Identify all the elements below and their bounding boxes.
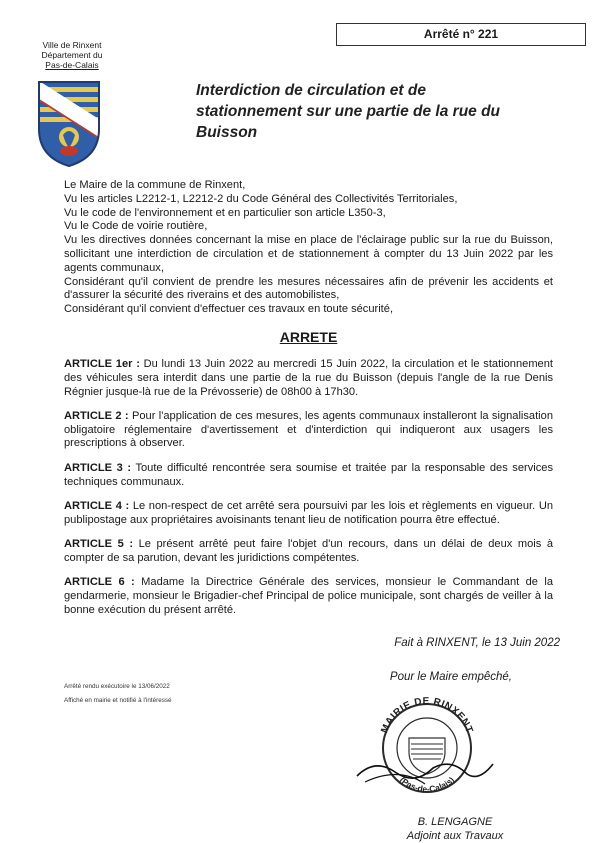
article-label: ARTICLE 2 : (64, 409, 129, 422)
article-label: ARTICLE 6 : (64, 576, 135, 589)
preamble-line: Vu le Code de voirie routière, (64, 220, 208, 233)
document-title: Interdiction de circulation et de stationnement sur une partie de la rue du Buisson (196, 82, 501, 141)
preamble-line: Considérant qu'il convient de prendre les mesures nécessaires afin de prévenir les accidents et d'assurer la sécurité des riverains et des automobilistes, (64, 275, 553, 302)
article (64, 576, 553, 617)
seal-top-text: MAIRIE DE RINXENT (379, 695, 475, 735)
coat-of-arms-icon (36, 79, 102, 169)
article-text: Madame la Directrice Générale des services, monsieur le Commandant de la gendarmerie, monsieur le Brigadier-chef Principal de police municipale, sont chargés de veiller à la bonne exécution du présent arrêté. (64, 576, 553, 616)
article-text: Du lundi 13 Juin 2022 au mercredi 15 Juin 2022, la circulation et le stationnement des véhicules sera interdit dans une partie de la rue du Buisson (depuis l'angle de la rue Denis Régnier jusque-là rue de la Prévosserie) de 08h00 à 17h30. (64, 358, 553, 398)
signatory-name: B. LENGAGNE (417, 816, 493, 828)
preamble-line: Considérant qu'il convient d'effectuer ces travaux en toute sécurité, (64, 303, 394, 316)
article-label: ARTICLE 3 : (64, 461, 132, 474)
on-behalf-line: Pour le Maire empêché, (389, 671, 512, 683)
preamble (64, 179, 553, 317)
department-label: Département du (41, 50, 103, 60)
place-and-date: Fait à RINXENT, le 13 Juin 2022 (394, 637, 560, 649)
decree-heading: ARRETE (279, 329, 338, 345)
preamble-line: Le Maire de la commune de Rinxent, (64, 179, 246, 191)
preamble-line: Vu les directives données concernant la mise en place de l'éclairage public sur la rue du Buisson, sollicitant une interdiction de circulation et de stationnement à compter du 13 Juin 2022 par les agents communaux, (64, 234, 553, 274)
municipality-name: Ville de Rinxent (42, 40, 102, 50)
executory-note: Arrêté rendu exécutoire le 13/06/2022 (64, 683, 170, 690)
seal-bottom-text: (Pas-de-Calais) (397, 774, 457, 795)
article-text: Le présent arrêté peut faire l'objet d'un recours, dans un délai de deux mois à compter de sa parution, devant les juridictions compétentes. (64, 537, 553, 564)
department-name: Pas-de-Calais (45, 60, 99, 70)
article (64, 358, 553, 399)
town-seal-stamp-icon (355, 688, 495, 798)
article-text: Le non-respect de cet arrêté sera poursuivi par les lois et règlements en vigueur. Un publipostage aux propriétaires avoisinants tenant lieu de notification pourra être effectué. (64, 499, 553, 526)
enforcement-notes (64, 680, 264, 708)
article-label: ARTICLE 4 : (64, 499, 130, 512)
articles-section (64, 358, 553, 628)
signatory-block (380, 815, 530, 843)
article (64, 410, 553, 451)
article-text: Pour l'application de ces mesures, les agents communaux installeront la signalisation obligatoire réglementaire d'avertissement et d'interdiction qui indiqueront aux usagers les prescriptions à observer. (64, 409, 553, 450)
preamble-line: Vu les articles L2212-1, L2212-2 du Code Général des Collectivités Territoriales, (64, 192, 458, 205)
preamble-line: Vu le code de l'environnement et en particulier son article L350-3, (64, 206, 386, 219)
article (64, 462, 553, 490)
article-text: Toute difficulté rencontrée sera soumise et traitée par la responsable des services techniques communaux. (64, 461, 553, 488)
svg-text:MAIRIE DE RINXENT (379, 696, 475, 735)
article-label: ARTICLE 5 : (64, 537, 134, 550)
posting-note: Affiché en mairie et notifié à l'intéressé (64, 697, 172, 704)
municipality-header (24, 40, 120, 70)
article (64, 538, 553, 566)
article-label: ARTICLE 1er : (64, 358, 140, 370)
signatory-role: Adjoint aux Travaux (406, 830, 504, 842)
article (64, 500, 553, 528)
arrete-number-box: Arrêté n° 221 (336, 23, 586, 46)
